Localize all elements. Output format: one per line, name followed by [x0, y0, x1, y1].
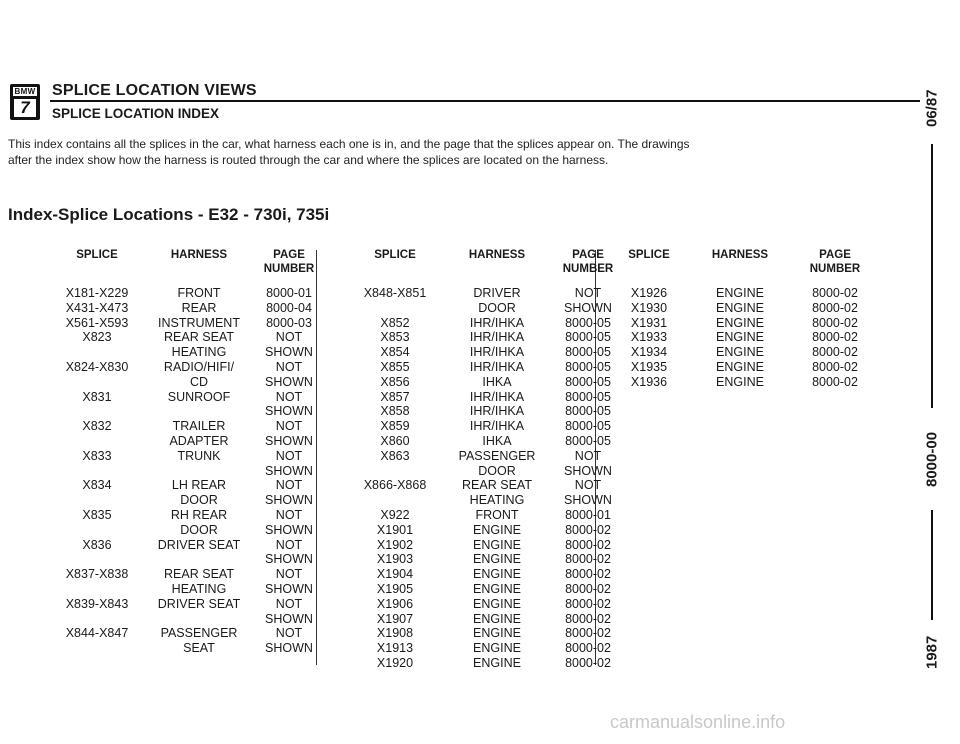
logo-brand: BMW — [14, 87, 36, 96]
harness-cell: TRUNK — [177, 448, 221, 463]
splice-cell: X181-X229 — [65, 286, 129, 300]
harness-cell: ENGINE — [716, 300, 764, 315]
splice-cell: X1908 — [376, 626, 414, 641]
header-page: PAGE NUMBER — [263, 249, 315, 275]
harness-cell: DRIVER — [473, 286, 521, 300]
table-row — [335, 508, 625, 523]
table-row — [35, 478, 325, 493]
page-cell: 8000-03 — [266, 315, 312, 330]
harness-cell: REAR SEAT — [462, 478, 532, 493]
table-row — [35, 626, 325, 641]
table-row — [612, 375, 902, 390]
page-cell: 8000-02 — [565, 552, 611, 567]
table-row — [35, 419, 325, 434]
table-row — [35, 404, 325, 419]
harness-cell: FRONT — [177, 286, 221, 300]
harness-cell: DOOR — [180, 522, 218, 537]
table-row — [35, 301, 325, 316]
page-cell: 8000-05 — [565, 434, 611, 448]
splice-cell: X836 — [82, 537, 112, 552]
splice-cell: X561-X593 — [65, 315, 129, 330]
splice-cell: X1902 — [376, 537, 414, 552]
page-cell: NOT — [275, 626, 303, 641]
table-row — [335, 641, 625, 656]
table-row — [35, 330, 325, 345]
page-cell: 8000-02 — [812, 300, 858, 315]
page-cell: 8000-05 — [565, 345, 611, 360]
splice-cell: X831 — [82, 389, 112, 404]
table-row — [335, 597, 625, 612]
splice-cell: X853 — [380, 330, 410, 345]
harness-cell: DOOR — [478, 300, 516, 315]
harness-cell: PASSENGER — [160, 626, 238, 641]
harness-cell: ENGINE — [716, 360, 764, 374]
page-cell: NOT — [275, 389, 303, 404]
splice-cell: X855 — [380, 360, 410, 374]
splice-cell: X834 — [82, 478, 112, 493]
side-year: 1987 — [923, 635, 941, 669]
splice-cell: X859 — [380, 419, 410, 434]
table-row — [335, 538, 625, 553]
harness-cell: DOOR — [180, 493, 218, 508]
harness-cell: ENGINE — [473, 626, 521, 641]
page-cell: 8000-05 — [565, 315, 611, 330]
splice-cell: X824-X830 — [65, 360, 129, 374]
harness-cell: IHR/IHKA — [469, 345, 525, 360]
page-cell: 8000-05 — [565, 330, 611, 345]
page-cell: NOT — [275, 448, 303, 463]
page-cell: 8000-02 — [812, 315, 858, 330]
page-cell: SHOWN — [265, 463, 313, 478]
table-row — [335, 316, 625, 331]
page-cell: 8000-02 — [812, 345, 858, 360]
title-rule — [50, 100, 920, 102]
page-cell: 8000-02 — [565, 522, 611, 537]
splice-cell: X1920 — [376, 656, 414, 670]
table-row — [35, 612, 325, 627]
page-cell: NOT — [275, 596, 303, 611]
splice-cell: X837-X838 — [65, 567, 129, 582]
harness-cell: IHR/IHKA — [469, 389, 525, 404]
watermark: carmanualsonline.info — [610, 712, 786, 732]
table-row — [35, 582, 325, 597]
page-cell: NOT — [275, 419, 303, 434]
table-row — [612, 360, 902, 375]
harness-cell: REAR — [181, 300, 217, 315]
page-cell: SHOWN — [265, 641, 313, 656]
harness-cell: ENGINE — [473, 656, 521, 670]
table-row — [335, 626, 625, 641]
splice-cell: X1904 — [376, 567, 414, 582]
harness-cell: DRIVER SEAT — [157, 596, 241, 611]
harness-cell: ENGINE — [473, 596, 521, 611]
harness-cell: IHR/IHKA — [469, 315, 525, 330]
harness-cell: REAR SEAT — [164, 330, 234, 345]
page-cell: 8000-05 — [565, 389, 611, 404]
splice-cell: X1936 — [630, 374, 668, 389]
page-cell: SHOWN — [265, 374, 313, 389]
harness-cell: LH REAR — [171, 478, 227, 493]
table-row — [335, 360, 625, 375]
side-date: 06/87 — [923, 89, 941, 127]
harness-cell: IHKA — [482, 374, 512, 389]
table-row — [335, 656, 625, 671]
harness-cell: IHKA — [482, 434, 512, 448]
side-line-1 — [931, 144, 933, 408]
table-row — [335, 419, 625, 434]
harness-cell: ENGINE — [473, 641, 521, 656]
splice-cell: X1926 — [630, 286, 668, 300]
harness-cell: ENGINE — [473, 537, 521, 552]
header-splice: SPLICE — [374, 249, 416, 261]
page-cell: SHOWN — [265, 582, 313, 596]
page-cell: 8000-02 — [565, 641, 611, 656]
table-row — [35, 434, 325, 449]
splice-cell: X852 — [380, 315, 410, 330]
page-cell: NOT — [574, 448, 602, 463]
table-row — [335, 375, 625, 390]
table-row — [35, 552, 325, 567]
table-row — [335, 390, 625, 405]
page-cell: 8000-05 — [565, 374, 611, 389]
page-cell: 8000-02 — [812, 286, 858, 300]
table-row — [335, 523, 625, 538]
page-cell: NOT — [275, 567, 303, 582]
page-cell: 8000-02 — [812, 330, 858, 345]
splice-cell: X848-X851 — [363, 286, 427, 300]
harness-cell: ENGINE — [716, 345, 764, 360]
page-cell: 8000-02 — [812, 360, 858, 374]
harness-cell: SEAT — [183, 641, 215, 656]
page-cell: 8000-01 — [266, 286, 312, 300]
table-row — [35, 523, 325, 538]
table-row — [35, 508, 325, 523]
page-cell: SHOWN — [265, 552, 313, 567]
table-row — [335, 345, 625, 360]
harness-cell: ENGINE — [473, 522, 521, 537]
table-row — [335, 286, 625, 301]
splice-cell: X1905 — [376, 582, 414, 596]
splice-cell: X823 — [82, 330, 112, 345]
table-row — [35, 286, 325, 301]
splice-cell: X1931 — [630, 315, 668, 330]
side-page-number: 8000-00 — [923, 431, 941, 487]
splice-cell: X835 — [82, 508, 112, 522]
splice-cell: X863 — [380, 448, 410, 463]
page-cell: NOT — [275, 360, 303, 374]
splice-cell: X858 — [380, 404, 410, 419]
harness-cell: HEATING — [171, 345, 227, 360]
splice-cell: X1901 — [376, 522, 414, 537]
splice-cell: X866-X868 — [363, 478, 427, 493]
header-page: PAGE NUMBER — [809, 249, 861, 275]
harness-cell: HEATING — [171, 582, 227, 596]
table-row — [35, 345, 325, 360]
harness-cell: PASSENGER — [458, 448, 536, 463]
table-row — [612, 330, 902, 345]
page-title: SPLICE LOCATION VIEWS — [52, 82, 257, 99]
splice-cell: X854 — [380, 345, 410, 360]
harness-cell: ENGINE — [473, 582, 521, 596]
page-cell: NOT — [275, 478, 303, 493]
page-cell: SHOWN — [265, 434, 313, 448]
harness-cell: IHR/IHKA — [469, 404, 525, 419]
page-cell: 8000-02 — [565, 567, 611, 582]
splice-cell: X856 — [380, 374, 410, 389]
side-line-2 — [931, 510, 933, 620]
harness-cell: ENGINE — [716, 315, 764, 330]
page-cell: SHOWN — [564, 493, 612, 508]
splice-cell: X1907 — [376, 611, 414, 626]
table-row — [612, 286, 902, 301]
harness-cell: TRAILER — [172, 419, 226, 434]
splice-cell: X857 — [380, 389, 410, 404]
harness-cell: IHR/IHKA — [469, 330, 525, 345]
page-cell: 8000-04 — [266, 300, 312, 315]
table-row — [35, 375, 325, 390]
harness-cell: DOOR — [478, 463, 516, 478]
page-cell: SHOWN — [265, 611, 313, 626]
page-cell: SHOWN — [564, 300, 612, 315]
harness-cell: SUNROOF — [167, 389, 231, 404]
harness-cell: ENGINE — [716, 330, 764, 345]
page-cell: 8000-02 — [565, 611, 611, 626]
header-harness: HARNESS — [170, 249, 228, 261]
table-row — [35, 493, 325, 508]
page-cell: 8000-02 — [565, 656, 611, 670]
splice-cell: X1930 — [630, 300, 668, 315]
table-row — [35, 360, 325, 375]
page-cell: 8000-05 — [565, 419, 611, 434]
table-row — [612, 345, 902, 360]
harness-cell: HEATING — [469, 493, 525, 508]
table-row — [35, 538, 325, 553]
splice-cell: X839-X843 — [65, 596, 129, 611]
splice-cell: X860 — [380, 434, 410, 448]
table-row — [35, 641, 325, 656]
table-row — [335, 301, 625, 316]
harness-cell: IHR/IHKA — [469, 360, 525, 374]
page-cell: 8000-02 — [565, 582, 611, 596]
table-row — [335, 552, 625, 567]
table-row — [35, 567, 325, 582]
harness-cell: ENGINE — [473, 567, 521, 582]
splice-cell: X844-X847 — [65, 626, 129, 641]
splice-cell: X1934 — [630, 345, 668, 360]
table-row — [35, 390, 325, 405]
table-row — [35, 449, 325, 464]
table-row — [335, 567, 625, 582]
side-margin — [918, 78, 946, 678]
table-row — [335, 404, 625, 419]
header-splice: SPLICE — [76, 249, 118, 261]
harness-cell: ENGINE — [716, 374, 764, 389]
table-row — [335, 478, 625, 493]
page-cell: SHOWN — [564, 463, 612, 478]
page-cell: SHOWN — [265, 493, 313, 508]
splice-cell: X833 — [82, 448, 112, 463]
splice-cell: X1933 — [630, 330, 668, 345]
table-row — [335, 449, 625, 464]
harness-cell: ADAPTER — [169, 434, 229, 448]
page-cell: NOT — [275, 330, 303, 345]
index-heading: Index-Splice Locations - E32 - 730i, 735i — [8, 205, 330, 224]
page-cell: 8000-02 — [565, 596, 611, 611]
page-cell: SHOWN — [265, 345, 313, 360]
table-row — [35, 597, 325, 612]
table-row — [612, 316, 902, 331]
header-splice: SPLICE — [628, 249, 670, 261]
page-cell: SHOWN — [265, 404, 313, 419]
page-subtitle: SPLICE LOCATION INDEX — [52, 106, 220, 121]
harness-cell: DRIVER SEAT — [157, 537, 241, 552]
table-row — [335, 612, 625, 627]
harness-cell: RADIO/HIFI/ — [163, 360, 235, 374]
table-row — [612, 301, 902, 316]
page-cell: 8000-02 — [565, 626, 611, 641]
page-cell: SHOWN — [265, 522, 313, 537]
header-page: PAGE NUMBER — [562, 249, 614, 275]
harness-cell: IHR/IHKA — [469, 419, 525, 434]
table-row — [335, 434, 625, 449]
bmw-7-logo — [10, 84, 40, 120]
splice-cell: X922 — [380, 508, 410, 522]
page-cell: NOT — [574, 286, 602, 300]
table-row — [35, 316, 325, 331]
table-row — [335, 464, 625, 479]
header-harness: HARNESS — [468, 249, 526, 261]
harness-cell: REAR SEAT — [164, 567, 234, 582]
splice-cell: X1903 — [376, 552, 414, 567]
page-cell: 8000-01 — [565, 508, 611, 522]
table-row — [35, 464, 325, 479]
table-row — [335, 582, 625, 597]
harness-cell: ENGINE — [473, 611, 521, 626]
harness-cell: ENGINE — [473, 552, 521, 567]
table-row — [335, 493, 625, 508]
page-cell: NOT — [275, 508, 303, 522]
page-cell: NOT — [275, 537, 303, 552]
page-cell: 8000-05 — [565, 404, 611, 419]
page-cell: NOT — [574, 478, 602, 493]
harness-cell: ENGINE — [716, 286, 764, 300]
logo-number: 7 — [14, 99, 36, 117]
table-row — [335, 330, 625, 345]
splice-cell: X431-X473 — [65, 300, 129, 315]
splice-cell: X1935 — [630, 360, 668, 374]
harness-cell: CD — [189, 374, 209, 389]
page-cell: 8000-05 — [565, 360, 611, 374]
intro-paragraph: This index contains all the splices in the car, what harness each one is in, and the page that the splices appear on. The drawings after the index show how the harness is routed through the car and where the splices are located on the harness. — [8, 137, 690, 167]
page-cell: 8000-02 — [812, 374, 858, 389]
splice-cell: X1906 — [376, 596, 414, 611]
page-cell: 8000-02 — [565, 537, 611, 552]
splice-cell: X832 — [82, 419, 112, 434]
splice-cell: X1913 — [376, 641, 414, 656]
harness-cell: FRONT — [475, 508, 519, 522]
harness-cell: INSTRUMENT — [158, 315, 240, 330]
harness-cell: RH REAR — [170, 508, 228, 522]
header-harness: HARNESS — [711, 249, 769, 261]
